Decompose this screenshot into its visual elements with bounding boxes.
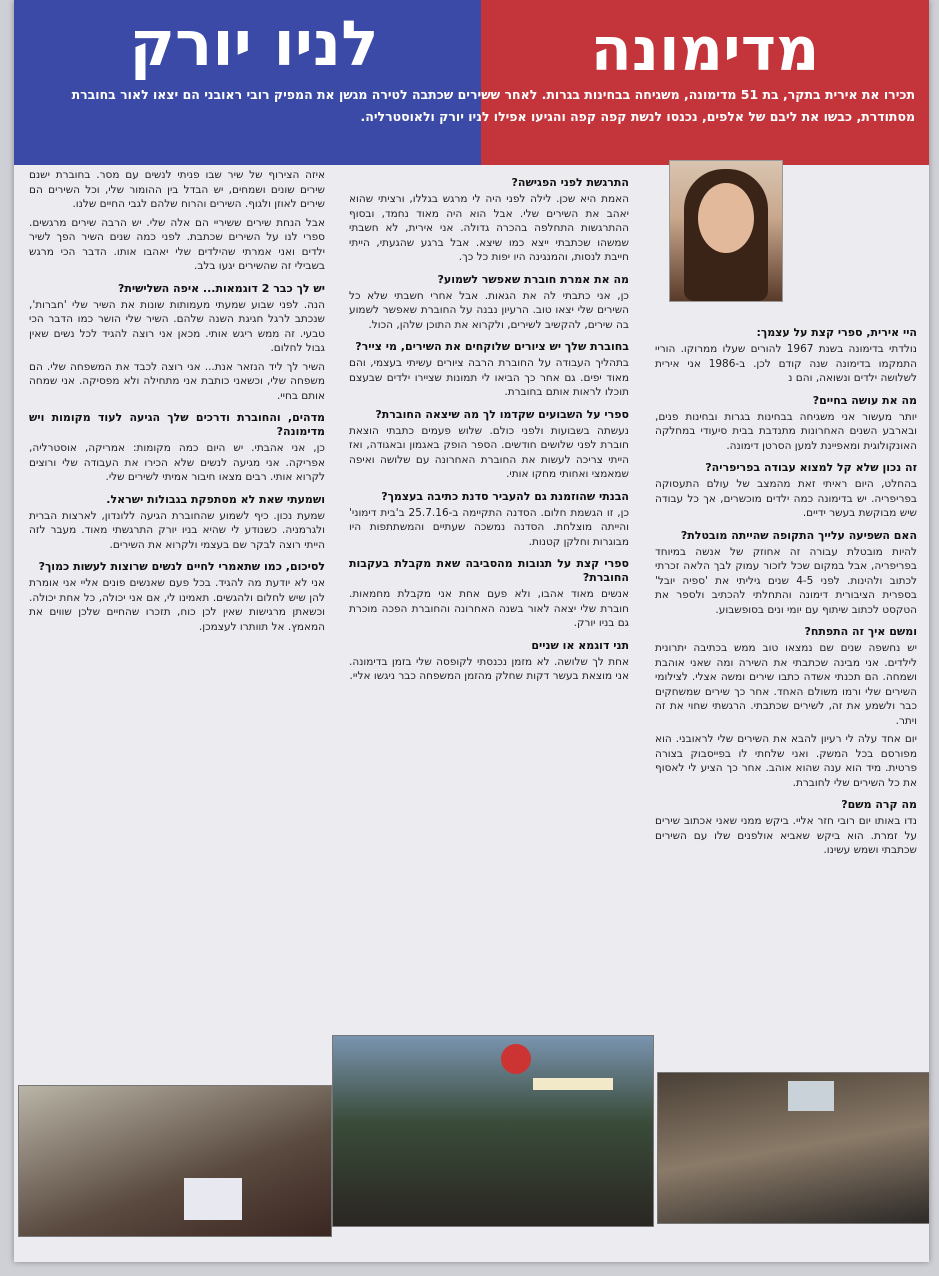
interview-question: האם השפיעה עלייך התקופה שהייתה מובטלת? <box>680 528 917 542</box>
interview-question: מדהים, והחוברת ודרכים שלך הגיעה לעוד מקומות ויש מדימונה? <box>29 411 325 438</box>
headline-subtitle: תכירו את אירית בתקר, בת 51 מדימונה, משגיחה בבחינות בגרות. לאחר ששירים שכתבה לטירה מגשן את המפיק רובי ראובני הם יצאו לאור בחוברת מסתודרת, כבשו את ליבם של אלפים, נכנסו לנשת קפה קפה והגיעו אפילו לניו יורק ולאוסטרליה. <box>71 87 915 124</box>
article-column-1 <box>655 318 917 1068</box>
interview-question: ספרי על השבועים שקדמו לך מה שיצאה החוברת? <box>375 407 629 421</box>
interview-answer: אני לא יודעת מה להגיד. בכל פעם שאנשים פונים אליי אני אומרת להן שיש לחלום ולהגשים. תאמינו לי, אם אני יכולה, כל אחת יכולה. וכשאתן מרגישות שאין לכן כוח, תזכרו שהחיים שלכן שווים את המאמץ. אל תוותרו לעצמכן. <box>29 577 325 633</box>
interview-question: זה נכון שלא קל למצוא עבודה בפריפריה? <box>705 461 917 474</box>
headline-part-2: לניו יורק <box>129 7 379 80</box>
interview-question: יש לך כבר 2 דוגמאות... איפה השלישית? <box>117 281 325 295</box>
interview-answer: נדו באותו יום רובי חזר אליי. ביקש ממני שאני אכתוב שירים על זמרת. הוא ביקש שאביא אולפנים שלו עם השירים שכתבתי ושמש עשינו. <box>655 815 917 856</box>
portrait-photo <box>669 160 783 302</box>
interview-question: לסיכום, כמו שתאמרי לחיים לנשים שרוצות לעשות כמוך? <box>38 560 325 573</box>
photo-cafe-storefront <box>332 1035 654 1227</box>
interview-answer: יותר מעשור אני משגיחה בבחינות בגרות ובחינות פנים, ובארבע השנים האחרונות מתנדבת בבית סיעודי במחלקה האונקולוגית ומאפיינת למען הסרטן דימונה. <box>655 410 917 452</box>
interview-answer: הנה. לפני שבוע שמעתי מעמותות שונות את השיר שלי 'חברות', שנכתב לרגל חגיגת השנה שלהם. השיר שלי הושר כמו הדבר הכי טבעי. זה ממש ריגש אותי. מכאן אני רוצה להגיד לכל נשים שאין גבול לחלום. <box>29 298 325 354</box>
photo-cafe-sign <box>533 1078 613 1090</box>
interview-answer: האמת היא שכן. לילה לפני היה לי מרגש בגללו, ורציתי שהוא יאהב את השירים שלי. אבל הוא היה מאוד נחמד, ובסוף ההתרגשות התחלפה בהכרה גדולה. אני אירית, לא חשבתי שמשהו שכתבתי ייצא כמו שיצא. אבל ברגע שהגעתי, הייתי חייבת לנסות, והמנגינה היו יפות כל כך. <box>349 193 629 263</box>
photo-couple-with-books <box>18 1085 332 1237</box>
headline-banner <box>14 0 929 165</box>
interview-answer: יש נחשפה שנים שם נמצאו טוב ממש בכתיבה יתרונית לילדים. אני מבינה שכתבתי את השירה ומה שאני אוהבת ושמחה. הם תכנתי אשדה כתבו שירים ומשה אצלי. לצילומי השירים שלי ורמו משולם האחד. אחר כך שירים שמשחקים כבר ולשמע את זה, לשירים שכתבתי. הרגשתי שחוי את זה ויתר. <box>655 642 917 727</box>
interview-question: מה את עושה בחיים? <box>812 393 917 407</box>
interview-answer: יום אחד עלה לי רעיון להבא את השירים שלי לראובני. הוא מפורסם בכל המשק. ואני שלחתי לו בפייסבוק בצורה פרטית. מיד הוא ענה שהוא אוהב. אחר כך הציע לי לאסוף את כל השירים שלי לחוברת. <box>655 733 917 789</box>
interview-question: ושמעתי שאת לא מסתפקת בגבולות ישראל. <box>106 492 325 506</box>
photo-cafe-logo <box>501 1044 531 1074</box>
portrait-face <box>698 183 754 253</box>
interview-question: ספרי קצת על תגובות מהסביבה שאת מקבלת בעקבות החוברת? <box>349 557 629 584</box>
interview-answer: אנשים מאוד אהבו, ולא פעם אחת אני מקבלת מחמאות. חוברת שלי יצאה לאור בשנה האחרונה והחוברת הפכה מוכרת גם בניו יורק. <box>349 588 629 629</box>
interview-answer: בתהליך העבודה על החוברת הרבה ציורים עשיתי בעצמי, והם מאוד יפים. גם אחר כך הביאו לי תמונות שציירו ילדים שבעצם תוכלו לראות אותם בחוברת. <box>349 357 629 398</box>
photo-recording-studio <box>657 1072 929 1224</box>
interview-question: התרגשת לפני הפגישה? <box>511 176 629 189</box>
photo-booklet <box>184 1178 242 1220</box>
magazine-page <box>14 0 929 1262</box>
interview-answer: שמעת נכון. כיף לשמוע שהחוברת הגיעה ללונדון, לארצות הברית ולגרמניה. כשנודע לי שהיא בניו יורק התרגשתי מאוד. מעבר לזה הייתי רוצה לבקר שם בעצמי ולקרוא את השירים. <box>29 509 325 551</box>
interview-answer: אבל הנחת שירים ששיריי הם אלה שלי. יש הרבה שירים מרגשים. ספרי לנו על השירים שכתבת. לפני כמה שנים השיר הפך לשיר ילדים ואני אמרתי שהילדים שלי יאהבו אותו. הדבר הכי מרגש בשבילי זה שהשירים יגעו בלב. <box>29 216 325 272</box>
article-column-3 <box>29 168 325 1080</box>
interview-answer: איזה הצירוף של שיר שבו פניתי לנשים עם מסר. בחוברת ישנם שירים שונים ושמחים, יש הבדל בין ההומור שלי, וכל השירים הם שירים לאוזן ולגוף. השירים והרוח שלהם לגבי החיים שלנו. <box>29 169 325 210</box>
interview-answer: כן, אני כתבתי לה את הגאות. אבל אחרי חשבתי שלא כל השירים שלי יצאו טוב. הרעיון נבנה על החוברת שאפשר לשמוע בה שירים, להקשיב לשירים, ולקרוא את התוכן שלהן, הכול. <box>349 289 629 331</box>
interview-answer: אחת לך שלושה. לא מזמן נכנסתי לקופסה שלי בזמן בדימונה. אני מוצאת בעשר דקות שחלק מהזמן המשפחה כבר ניגשו אליי. <box>349 655 629 682</box>
interview-answer: כן, זו הגשמת חלום. הסדנה התקיימה ב-25.7.16 ב'בית דימוני' והייתה מוצלחת. הסדנה נמשכה שעתיים והמשתתפות היו מבוגרות וחלקן קטנות. <box>349 506 629 548</box>
interview-question: בחוברת שלך יש ציורים שלוקחים את השירים, מי צייר? <box>355 340 629 353</box>
headline-part-1: מדימונה <box>590 15 820 85</box>
interview-answer: כן, אני אהבתי. יש היום כמה מקומות: אמריקה, אוסטרליה, אפריקה. אני מגיעה לנשים שלא הכירו את העבודה שלי ורוצים לקרוא אותי. רבים מצאו חיבור אמיתי לשירים שלי. <box>29 442 325 483</box>
interview-answer: בהחלט, היום ראיתי זאת מהמצב של עולם התעסוקה בפריפריה. יש בדימונה כמה ילדים מוכשרים, אך כל עבודה שיש מבוקשת בעשר ידיים. <box>655 478 917 519</box>
interview-question: תני דוגמא או שניים <box>531 638 629 652</box>
interview-answer: נולדתי בדימונה בשנת 1967 להורים שעלו ממרוקו. הוריי התמקמו בדימונה שנה קודם לכן. ב-1986 אני אירית לשלושה ילדים ונשואה, והם נ <box>655 343 917 384</box>
interview-answer: השיר לך ליד הנזאר אנת... אני רוצה לכבד את המשפחה שלי. הם משפחה שלי, וכשאני כותבת אני מתחילה ולא מפסיקה. אני שמחה אותם בחיי. <box>29 360 325 402</box>
interview-question: היי אירית, ספרי קצת על עצמך: <box>756 326 917 339</box>
interview-question: הבנתי שהוזמנת גם להעביר סדנת כתיבה בעצמך? <box>381 489 629 503</box>
interview-answer: נעשתה בשבועות ולפני כולם. שלוש פעמים כתבתי הוצאת חוברת לפני שלושים חודשים. הספר הופק באגמון ובאגודה, ואז הייתי צריכה לעשות את החוברת האחרונה עם שלושה ואיפה שמאמצי ואחותי מחקו אותי. <box>349 424 629 480</box>
article-column-2 <box>349 168 629 1030</box>
interview-question: מה את אמרת חוברת שאפשר לשמוע? <box>437 272 629 286</box>
photo-studio-monitor <box>788 1081 834 1111</box>
interview-question: מה קרה משם? <box>841 798 917 811</box>
interview-answer: להיות מובטלת עבורה זה אחוזק של אנשה במיוחד בפריפריה, אבל במקום שכל לזכור עמוק לבך הלאה זכרתי לכתוב ולהינות. לפני 4-5 שנים גיליתי את 'ספיה יובל' בספרית הציבורית דימונה והתחלתי להכתיב ולספר את הטקסט לכתוב שיתוף עם יומי ונים בסופשבוע. <box>655 545 917 616</box>
interview-question: ומשם איך זה התפתח? <box>804 625 917 638</box>
